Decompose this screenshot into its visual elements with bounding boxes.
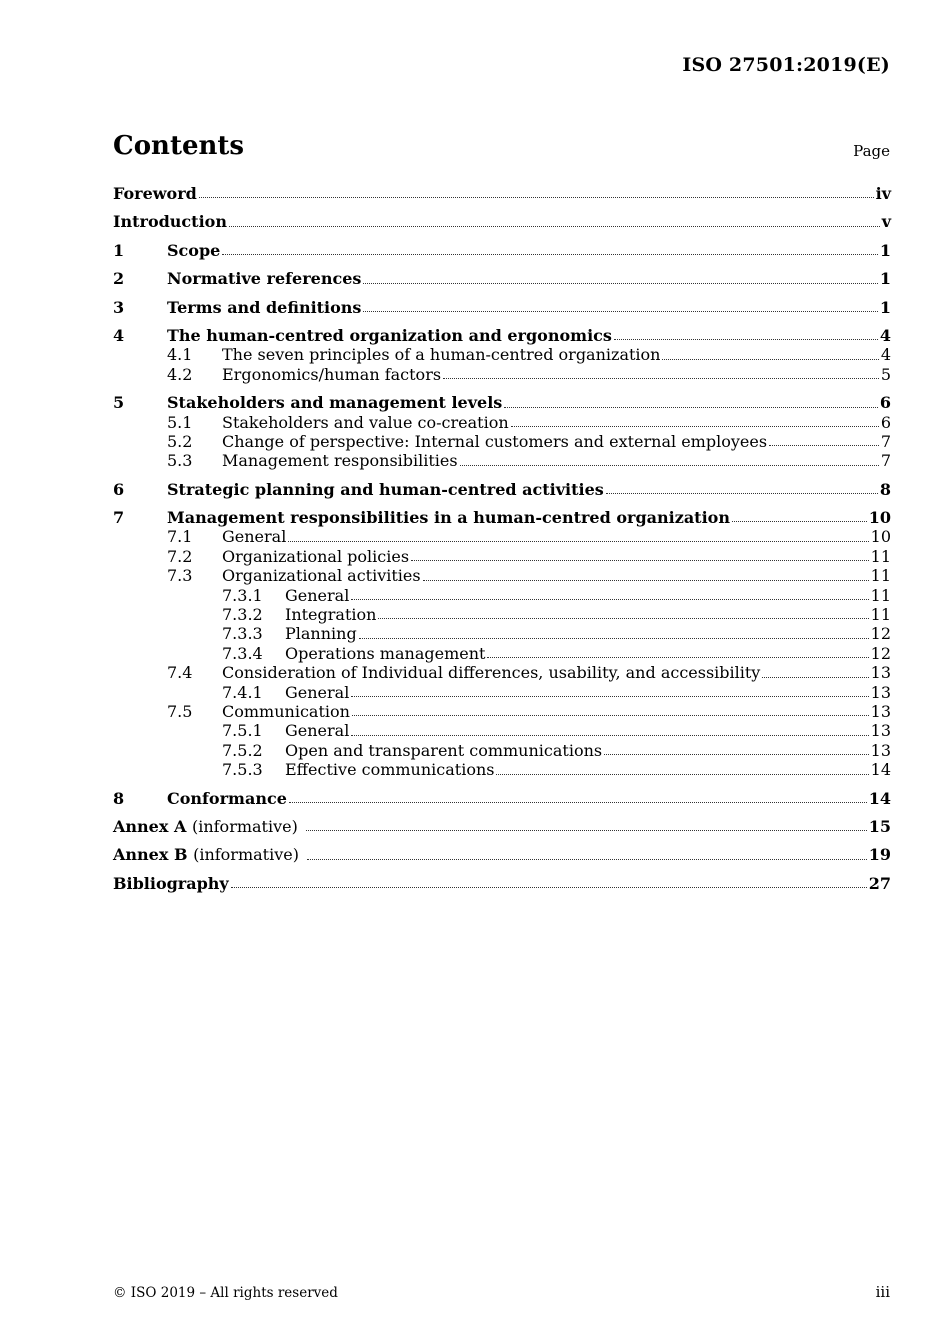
toc-entry-title: Effective communications (285, 760, 495, 780)
dot-leader (487, 656, 868, 658)
toc-entry-page: 14 (870, 760, 891, 780)
toc-entry-terms-and-definitions[interactable] (113, 298, 891, 317)
toc-entry-page: 7 (880, 451, 891, 471)
dot-leader (762, 676, 868, 678)
toc-entry-number: 4.1 (167, 345, 193, 365)
toc-entry-page: iv (875, 184, 891, 203)
annex-label: Annex A (113, 816, 187, 836)
toc-entry-number: 7.2 (167, 546, 193, 566)
dot-leader (378, 617, 868, 619)
dot-leader (504, 406, 878, 408)
dot-leader (359, 637, 869, 639)
dot-leader (460, 464, 879, 466)
toc-entry-number: 6 (113, 479, 125, 499)
toc-entry-7-3-4[interactable] (113, 644, 891, 663)
toc-entry-section-5[interactable] (113, 393, 891, 412)
toc-entry-scope[interactable] (113, 241, 891, 260)
toc-entry-introduction[interactable] (113, 212, 891, 231)
table-of-contents (113, 184, 891, 893)
toc-entry-page: 11 (870, 605, 891, 625)
toc-entry-7-5-1[interactable] (113, 721, 891, 740)
toc-entry-title: Stakeholders and value co-creation (222, 412, 509, 432)
toc-entry-page: 13 (870, 663, 891, 683)
toc-entry-title: Foreword (113, 184, 197, 203)
toc-entry-title: Conformance (167, 788, 287, 808)
toc-entry-normative-references[interactable] (113, 269, 891, 288)
dot-leader (511, 425, 879, 427)
toc-entry-5-3[interactable] (113, 451, 891, 470)
toc-entry-page: 1 (879, 269, 891, 289)
toc-entry-page: 6 (879, 393, 891, 413)
dot-leader (288, 540, 868, 542)
dot-leader (229, 225, 880, 227)
dot-leader (443, 377, 879, 379)
toc-entry-title (113, 817, 304, 836)
copyright-notice: © ISO 2019 – All rights reserved (113, 1285, 338, 1301)
toc-entry-7-5[interactable] (113, 702, 891, 721)
page-column-label: Page (853, 142, 890, 160)
dot-leader (222, 253, 878, 255)
toc-entry-number: 7.5 (167, 701, 193, 721)
toc-entry-number: 3 (113, 297, 125, 317)
toc-entry-title: Scope (167, 240, 221, 260)
toc-entry-title: Bibliography (113, 873, 229, 893)
toc-entry-page: 6 (880, 412, 891, 432)
toc-entry-section-7[interactable] (113, 508, 891, 527)
toc-entry-page: 1 (879, 240, 891, 260)
toc-entry-bibliography[interactable] (113, 874, 891, 893)
toc-entry-number: 5 (113, 393, 125, 413)
toc-entry-number: 5.1 (167, 412, 193, 432)
toc-entry-title: General (285, 585, 350, 605)
toc-entry-7-1[interactable] (113, 527, 891, 546)
toc-entry-7-4[interactable] (113, 663, 891, 682)
toc-entry-7-4-1[interactable] (113, 683, 891, 702)
toc-entry-page: 19 (868, 845, 891, 865)
document-id: ISO 27501:2019(E) (682, 54, 890, 76)
toc-entry-page: 15 (868, 816, 891, 836)
toc-entry-number: 7.3.4 (222, 643, 263, 663)
toc-entry-section-4[interactable] (113, 326, 891, 345)
toc-entry-annex-a[interactable] (113, 817, 891, 836)
dot-leader (769, 444, 879, 446)
toc-entry-7-3-3[interactable] (113, 624, 891, 643)
dot-leader (351, 734, 868, 736)
annex-label: Annex B (113, 845, 188, 865)
dot-leader (199, 196, 874, 198)
dot-leader (351, 695, 868, 697)
dot-leader (604, 753, 869, 755)
toc-entry-number: 8 (113, 788, 125, 808)
toc-entry-page: 10 (870, 527, 891, 547)
toc-entry-page: 14 (868, 788, 891, 808)
toc-entry-page: 13 (870, 740, 891, 760)
dot-leader (289, 801, 867, 803)
toc-entry-number: 5.3 (167, 451, 193, 471)
dot-leader (423, 579, 869, 581)
toc-entry-4-1[interactable] (113, 345, 891, 364)
dot-leader (662, 358, 878, 360)
toc-entry-page: 7 (880, 431, 891, 451)
dot-leader (307, 858, 867, 860)
toc-entry-number: 5.2 (167, 431, 193, 451)
toc-entry-number: 7.4 (167, 663, 193, 683)
dot-leader (363, 282, 877, 284)
toc-entry-number: 7 (113, 508, 125, 528)
toc-entry-title: Change of perspective: Internal customers and external employees (222, 431, 768, 451)
toc-entry-number: 7.3.1 (222, 585, 263, 605)
toc-entry-title: General (285, 682, 350, 702)
dot-leader (306, 829, 867, 831)
toc-entry-title: Communication (222, 701, 350, 721)
dot-leader (411, 559, 869, 561)
dot-leader (606, 492, 878, 494)
toc-entry-page: 12 (870, 624, 891, 644)
dot-leader (732, 520, 867, 522)
toc-entry-page: 10 (868, 508, 891, 528)
toc-entry-section-6[interactable] (113, 480, 891, 499)
toc-entry-title (113, 845, 305, 864)
toc-entry-number: 4 (113, 325, 125, 345)
toc-entry-title: Organizational policies (222, 546, 410, 566)
toc-entry-page: 11 (870, 546, 891, 566)
toc-entry-number: 7.3.3 (222, 624, 263, 644)
dot-leader (351, 598, 868, 600)
toc-entry-title: Management responsibilities in a human-centred organization (167, 508, 730, 528)
toc-entry-7-5-2[interactable] (113, 741, 891, 760)
toc-entry-title: Planning (285, 624, 357, 644)
toc-entry-number: 4.2 (167, 364, 193, 384)
toc-entry-number: 7.3 (167, 566, 193, 586)
toc-entry-page: 13 (870, 682, 891, 702)
toc-entry-title: Consideration of Individual differences, usability, and accessibility (222, 663, 761, 683)
toc-entry-title: Strategic planning and human-centred activities (167, 479, 604, 499)
annex-note: (informative) (191, 816, 298, 836)
toc-entry-title: Organizational activities (222, 566, 421, 586)
dot-leader (231, 886, 867, 888)
toc-entry-7-5-3[interactable] (113, 760, 891, 779)
toc-entry-number: 2 (113, 269, 125, 289)
toc-entry-title: Open and transparent communications (285, 740, 603, 760)
toc-entry-title: Management responsibilities (222, 451, 458, 471)
toc-entry-title: Stakeholders and management levels (167, 393, 503, 413)
toc-entry-annex-b[interactable] (113, 845, 891, 864)
toc-entry-number: 7.4.1 (222, 682, 263, 702)
contents-heading: Contents (113, 131, 245, 161)
toc-entry-7-3[interactable] (113, 566, 891, 585)
toc-entry-section-8[interactable] (113, 789, 891, 808)
toc-entry-page: 12 (870, 643, 891, 663)
toc-entry-title: Ergonomics/human factors (222, 364, 442, 384)
toc-entry-page: 1 (879, 297, 891, 317)
toc-entry-page: 13 (870, 721, 891, 741)
toc-entry-5-1[interactable] (113, 413, 891, 432)
toc-entry-title: The seven principles of a human-centred organization (222, 345, 661, 365)
toc-entry-page: 11 (870, 566, 891, 586)
toc-entry-7-3-1[interactable] (113, 586, 891, 605)
toc-entry-number: 1 (113, 240, 125, 260)
dot-leader (614, 338, 878, 340)
toc-entry-4-2[interactable] (113, 365, 891, 384)
toc-entry-5-2[interactable] (113, 432, 891, 451)
toc-entry-title: Normative references (167, 269, 362, 289)
toc-entry-title: Introduction (113, 212, 227, 232)
toc-entry-title: The human-centred organization and ergonomics (167, 325, 612, 345)
toc-entry-7-2[interactable] (113, 547, 891, 566)
dot-leader (352, 714, 869, 716)
toc-entry-page: 4 (880, 345, 891, 365)
toc-entry-page: 11 (870, 585, 891, 605)
footer-page-number: iii (875, 1283, 890, 1301)
toc-entry-page: 13 (870, 701, 891, 721)
toc-entry-page: 27 (868, 873, 891, 893)
toc-entry-foreword[interactable] (113, 184, 891, 203)
toc-entry-title: General (285, 721, 350, 741)
toc-entry-title: Operations management (285, 643, 486, 663)
toc-entry-page: 4 (879, 325, 891, 345)
toc-entry-title: Integration (285, 605, 377, 625)
toc-entry-page: 5 (880, 364, 891, 384)
toc-entry-7-3-2[interactable] (113, 605, 891, 624)
annex-note: (informative) (193, 845, 299, 865)
toc-entry-number: 7.3.2 (222, 605, 263, 625)
dot-leader (363, 310, 877, 312)
toc-entry-number: 7.5.2 (222, 740, 263, 760)
toc-entry-title: General (222, 527, 287, 547)
toc-entry-number: 7.1 (167, 527, 193, 547)
toc-entry-number: 7.5.1 (222, 721, 263, 741)
toc-entry-page: 8 (879, 479, 891, 499)
dot-leader (496, 773, 868, 775)
toc-entry-page: v (881, 212, 891, 232)
toc-entry-number: 7.5.3 (222, 760, 263, 780)
toc-entry-title: Terms and definitions (167, 297, 362, 317)
